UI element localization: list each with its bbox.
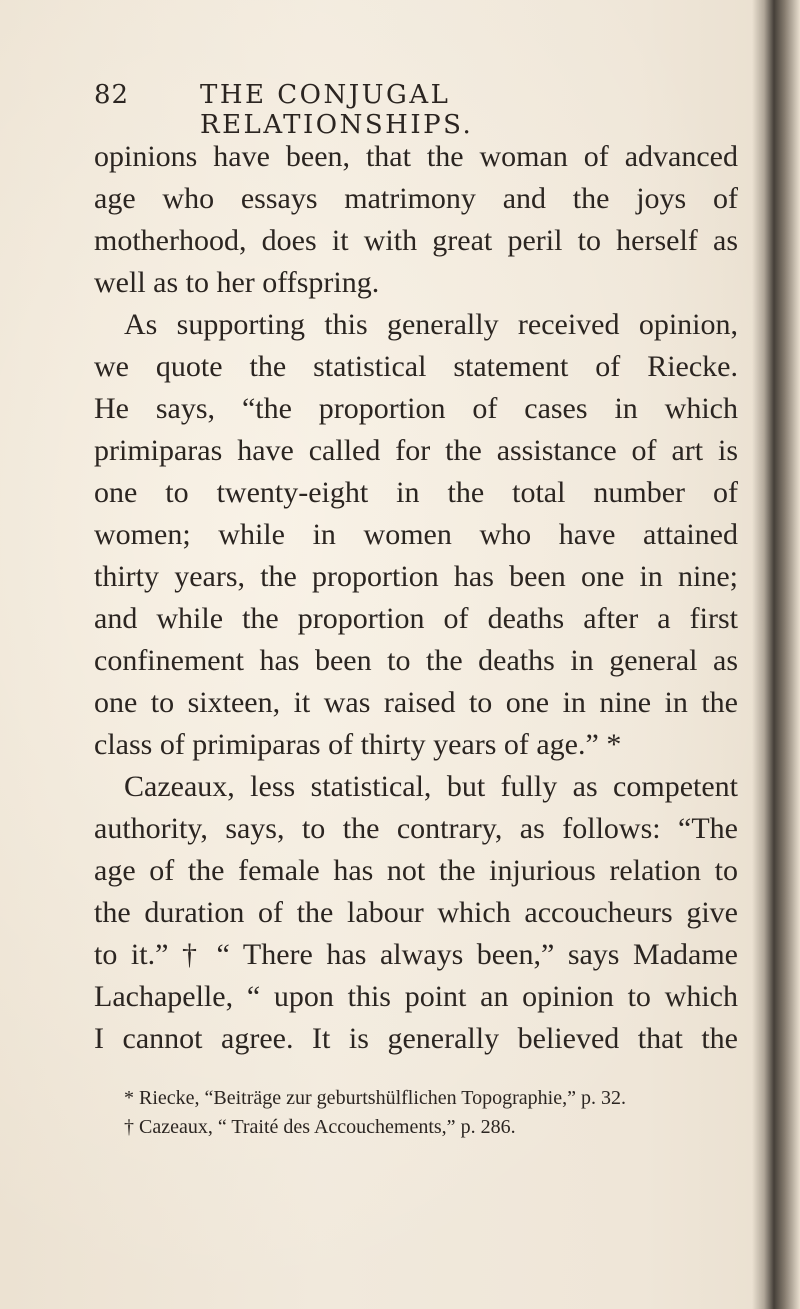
footnote-cazeaux: † Cazeaux, “ Traité des Accouchements,” p. 286. xyxy=(124,1116,516,1138)
text-line: well as to her offspring. xyxy=(94,266,380,299)
text-line: authority, says, to the contrary, as follows: “The xyxy=(94,812,738,845)
footnotes xyxy=(94,1084,740,1142)
running-title: THE CONJUGAL RELATIONSHIPS. xyxy=(200,80,474,140)
body-text xyxy=(94,136,738,1060)
text-line: the duration of the labour which accoucheurs give xyxy=(94,896,738,929)
text-line: age who essays matrimony and the joys of xyxy=(94,182,738,215)
text-line: one to twenty-eight in the total number of xyxy=(94,476,738,509)
page-header xyxy=(94,80,654,140)
page-number: 82 xyxy=(94,80,130,110)
text-line: Cazeaux, less statistical, but fully as competent xyxy=(124,770,738,803)
text-line: age of the female has not the injurious relation to xyxy=(94,854,738,887)
footnote-riecke: * Riecke, “Beiträge zur geburtshülflichen Topographie,” p. 32. xyxy=(124,1087,626,1109)
page-edge-shadow xyxy=(752,0,800,1309)
text-line: we quote the statistical statement of Riecke. xyxy=(94,350,738,383)
text-line: confinement has been to the deaths in general as xyxy=(94,644,738,677)
text-line: to it.” † “ There has always been,” says Madame xyxy=(94,938,738,971)
text-line: Lachapelle, “ upon this point an opinion to which xyxy=(94,980,738,1013)
text-line: motherhood, does it with great peril to herself as xyxy=(94,224,738,257)
text-line: As supporting this generally received opinion, xyxy=(124,308,738,341)
text-line: one to sixteen, it was raised to one in nine in the xyxy=(94,686,738,719)
text-line: I cannot agree. It is generally believed that the xyxy=(94,1022,738,1055)
text-line: He says, “the proportion of cases in which xyxy=(94,392,738,425)
text-line: primiparas have called for the assistance of art is xyxy=(94,434,738,467)
text-line: and while the proportion of deaths after a first xyxy=(94,602,738,635)
text-line: opinions have been, that the woman of advanced xyxy=(94,140,738,173)
text-line: class of primiparas of thirty years of age.” * xyxy=(94,728,622,761)
text-line: thirty years, the proportion has been one in nine; xyxy=(94,560,738,593)
text-line: women; while in women who have attained xyxy=(94,518,738,551)
